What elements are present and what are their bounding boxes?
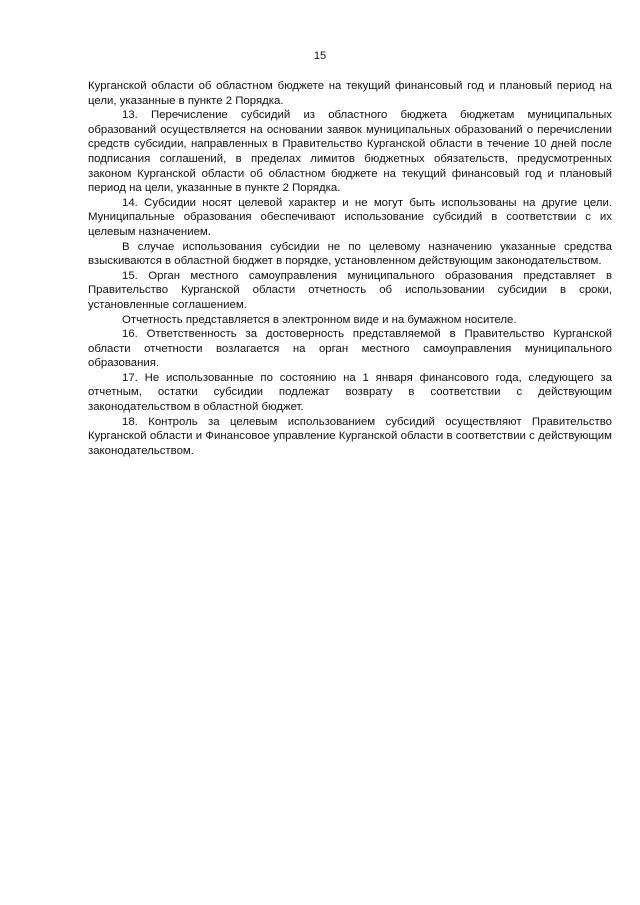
paragraph-continuation: Курганской области об областном бюджете на текущий финансовый год и плановый период на цели, указанные в пункте 2 Порядка. xyxy=(88,80,612,107)
paragraph-15-reporting-format: Отчетность представляется в электронном виде и на бумажном носителе. xyxy=(122,313,517,326)
paragraph-14: 14. Субсидии носят целевой характер и не могут быть использованы на другие цели. Муниципальные образования обеспечивают использование субсидий в соответствии с их целевым назначением. xyxy=(88,196,612,238)
paragraph-15: 15. Орган местного самоуправления муниципального образования представляет в Правительство Курганской области отчетность об использовании субсидии в сроки, установленные соглашением. xyxy=(88,269,612,311)
paragraph-14-misuse: В случае использования субсидии не по целевому назначению указанные средства взыскиваются в областной бюджет в порядке, установленном действующим законодательством. xyxy=(88,240,612,268)
page-number: 15 xyxy=(313,50,327,62)
paragraph-16: 16. Ответственность за достоверность представляемой в Правительство Курганской области отчетности возлагается на орган местного самоуправления муниципального образования. xyxy=(88,328,612,370)
paragraph-13: 13. Перечисление субсидий из областного бюджета бюджетам муниципальных образований осуществляется на основании заявок муниципальных образований о перечислении средств субсидии, направленных в Правительство Курганской области в течение 10 дней после подписания соглашений, в пределах лимитов бюджетных обязательств, предусмотренных законом Курганской области об областном бюджете на текущий финансовый год и плановый период на цели, указанные в пункте 2 Порядка. xyxy=(88,109,612,195)
document-body xyxy=(88,79,612,458)
paragraph-17: 17. Не использованные по состоянию на 1 января финансового года, следующего за отчетным, остатки субсидии подлежат возврату в соответствии с действующим законодательством в областной бюджет. xyxy=(88,371,612,414)
paragraph-18: 18. Контроль за целевым использованием субсидий осуществляют Правительство Курганской области и Финансовое управление Курганской области в соответствии с действующим законодательством. xyxy=(88,415,612,457)
